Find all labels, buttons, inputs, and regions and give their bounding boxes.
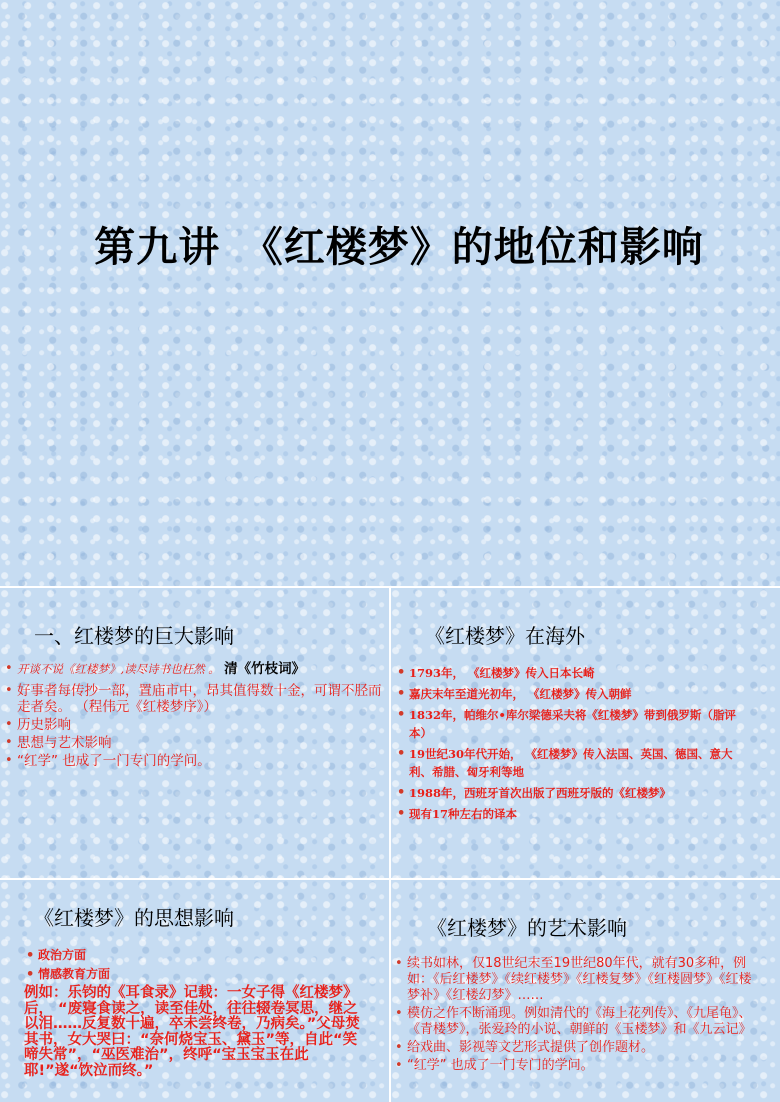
list-item-text: 续书如林，仅18世纪末至19世纪80年代，就有30多种，例如：《后红楼梦》《续红楼梦》《红楼复梦》《红楼圆梦》《红楼梦补》《红楼幻梦》…… [407, 956, 752, 1003]
list-item [397, 706, 747, 742]
bullet-icon: • [5, 753, 13, 768]
list-item [397, 745, 747, 781]
list-item [5, 753, 385, 769]
bullet-icon: • [395, 1040, 403, 1055]
bullet-icon: • [395, 956, 403, 971]
list-item [26, 965, 366, 984]
list-item-text: 嘉庆末年至道光初年， 《红楼梦》传入朝鲜 [409, 687, 632, 701]
poem-source: 清《竹枝词》 [224, 661, 306, 677]
list-item [395, 1006, 755, 1038]
list-item [5, 717, 385, 733]
list-item-text: “红学” 也成了一门专门的学问。 [17, 753, 211, 769]
list-item-text: 1988年，西班牙首次出版了西班牙版的《红楼梦》 [409, 786, 672, 800]
list-item-text: 思想与艺术影响 [17, 735, 112, 751]
bullet-icon: • [397, 785, 406, 800]
bullet-icon: • [395, 1058, 403, 1073]
poem-quote: 开谈不说《红楼梦》,读尽诗书也枉然 。 [17, 662, 220, 676]
bullet-icon: • [5, 683, 13, 698]
list-item [5, 735, 385, 751]
list-item [397, 805, 747, 823]
preface-source: （程伟元《红楼梦序》） [75, 699, 218, 715]
bullet-icon: • [397, 707, 406, 722]
list-item [397, 664, 747, 682]
example-paragraph: 例如：乐钧的《耳食录》记载：一女子得《红楼梦》后， “废寝食读之，读至佳处，往往辍卷冥思，继之以泪……反复数十遍，卒未尝终卷，乃病矣。”父母焚其书，女大哭曰：“奈何烧宝玉、黛玉”等，自此“笑啼失常”，“巫医难治”，终呼“宝玉宝玉在此耶!”遂“饮泣而终。” [24, 985, 360, 1079]
slide-ideological-influence [0, 880, 389, 1102]
list-item-text: 现有17种左右的译本 [409, 807, 518, 821]
bullet-list [397, 664, 747, 823]
list-item-text: 历史影响 [17, 717, 71, 733]
list-item-text: 情感教育方面 [38, 967, 111, 981]
slide-title: 《红楼梦》的思想影响 [34, 906, 234, 930]
slide-title: 《红楼梦》在海外 [425, 624, 585, 648]
slide-title: 一、红楼梦的巨大影响 [34, 624, 234, 648]
list-item-text: 1832年，帕维尔•库尔梁德采夫将《红楼梦》带到俄罗斯（脂评本） [409, 708, 736, 740]
list-item-text: 政治方面 [38, 948, 87, 962]
slide-overseas [391, 588, 780, 878]
bullet-list [395, 956, 755, 1074]
bullet-icon: • [397, 746, 406, 761]
preface-quote: 好事者每传抄一部，置庙市中，昂其值得数十金，可谓不胫而走者矣。 [17, 683, 382, 715]
list-item-text: “红学” 也成了一门专门的学问。 [407, 1058, 594, 1073]
bullet-icon: • [397, 686, 406, 701]
bullet-icon: • [26, 967, 35, 982]
slide-title: 《红楼梦》的艺术影响 [427, 916, 627, 940]
bullet-list [26, 946, 366, 984]
bullet-icon: • [5, 717, 13, 732]
list-item-text: 给戏曲、影视等文艺形式提供了创作题材。 [407, 1040, 655, 1055]
list-item [397, 784, 747, 802]
bullet-icon: • [5, 735, 13, 750]
bullet-icon: • [397, 806, 406, 821]
list-item [26, 946, 366, 965]
list-item-text: 模仿之作不断涌现。例如清代的《海上花列传》、《九尾龟》、《青楼梦》，张爱玲的小说、朝鲜的《玉楼梦》和《九云记》 [407, 1006, 752, 1037]
slide-huge-influence [0, 588, 389, 878]
list-item [397, 685, 747, 703]
list-item [395, 956, 755, 1004]
list-item-text: 19世纪30年代开始， 《红楼梦》传入法国、英国、德国、意大利、希腊、匈牙利等地 [409, 747, 733, 779]
bullet-icon: • [5, 661, 13, 676]
list-item [5, 683, 385, 715]
presentation-title: 第九讲 《红楼梦》的地位和影响 [94, 223, 704, 271]
bullet-icon: • [26, 948, 35, 963]
list-item [5, 661, 385, 677]
list-item [395, 1058, 755, 1074]
bullet-list [5, 661, 385, 769]
slide-artistic-influence [391, 880, 780, 1102]
bullet-icon: • [395, 1006, 403, 1021]
list-item [395, 1040, 755, 1056]
list-item-text: 1793年， 《红楼梦》传入日本长崎 [409, 666, 595, 680]
bullet-icon: • [397, 665, 406, 680]
